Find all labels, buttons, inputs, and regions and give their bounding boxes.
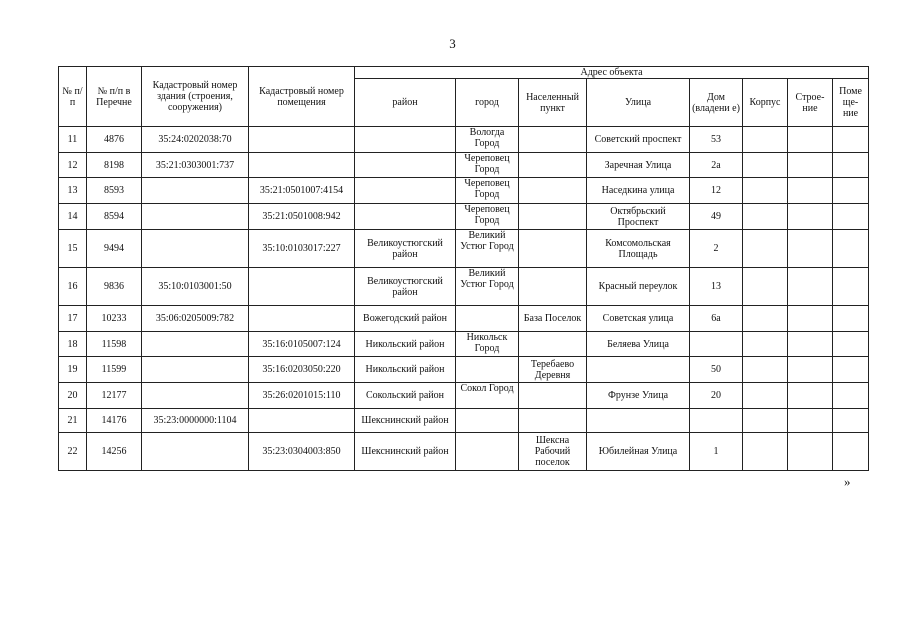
cell-house: 50 bbox=[690, 357, 743, 383]
cell-city: Великий Устюг Город bbox=[456, 230, 519, 268]
cell-house bbox=[690, 409, 743, 433]
cell-num: 22 bbox=[59, 433, 87, 471]
cell-house: 49 bbox=[690, 204, 743, 230]
cell-list-num: 9494 bbox=[87, 230, 142, 268]
cell-list-num: 8594 bbox=[87, 204, 142, 230]
cell-num: 12 bbox=[59, 153, 87, 178]
cell-cadastral-room bbox=[249, 153, 355, 178]
cell-settlement bbox=[519, 268, 587, 306]
cell-district: Великоустюгский район bbox=[355, 230, 456, 268]
cell-cadastral-building: 35:23:0000000:1104 bbox=[142, 409, 249, 433]
cell-settlement bbox=[519, 178, 587, 204]
cell-district: Никольский район bbox=[355, 357, 456, 383]
cell-city bbox=[456, 306, 519, 332]
cell-settlement bbox=[519, 332, 587, 357]
cell-city: Череповец Город bbox=[456, 153, 519, 178]
cell-district: Вожегодский район bbox=[355, 306, 456, 332]
cell-num: 20 bbox=[59, 383, 87, 409]
cell-district: Шекснинский район bbox=[355, 433, 456, 471]
cell-settlement bbox=[519, 153, 587, 178]
cell-cadastral-building bbox=[142, 230, 249, 268]
cell-pomeshchenie bbox=[833, 268, 869, 306]
cell-cadastral-room bbox=[249, 306, 355, 332]
cell-korpus bbox=[743, 332, 788, 357]
cell-house: 2а bbox=[690, 153, 743, 178]
cell-list-num: 12177 bbox=[87, 383, 142, 409]
cell-stroenie bbox=[788, 306, 833, 332]
cell-num: 16 bbox=[59, 268, 87, 306]
cell-district: Никольский район bbox=[355, 332, 456, 357]
cell-settlement bbox=[519, 204, 587, 230]
cell-korpus bbox=[743, 268, 788, 306]
table-row bbox=[59, 306, 869, 332]
cell-list-num: 8198 bbox=[87, 153, 142, 178]
cell-city bbox=[456, 357, 519, 383]
cell-street: Красный переулок bbox=[587, 268, 690, 306]
cell-list-num: 11598 bbox=[87, 332, 142, 357]
table-row bbox=[59, 230, 869, 268]
cell-korpus bbox=[743, 433, 788, 471]
cell-korpus bbox=[743, 409, 788, 433]
cell-pomeshchenie bbox=[833, 433, 869, 471]
table-row bbox=[59, 433, 869, 471]
cell-city: Вологда Город bbox=[456, 127, 519, 153]
cell-cadastral-building bbox=[142, 383, 249, 409]
cell-settlement bbox=[519, 383, 587, 409]
cell-city: Череповец Город bbox=[456, 178, 519, 204]
cell-house: 12 bbox=[690, 178, 743, 204]
page-number: 3 bbox=[449, 36, 456, 51]
header-korpus: Корпус bbox=[743, 79, 788, 127]
header-pomeshchenie: Поме ще- ние bbox=[833, 79, 869, 127]
cell-district bbox=[355, 127, 456, 153]
cell-stroenie bbox=[788, 332, 833, 357]
cell-street bbox=[587, 357, 690, 383]
objects-table bbox=[58, 66, 869, 471]
cell-settlement: Теребаево Деревня bbox=[519, 357, 587, 383]
cell-cadastral-building: 35:06:0205009:782 bbox=[142, 306, 249, 332]
cell-cadastral-room bbox=[249, 409, 355, 433]
cell-cadastral-room: 35:23:0304003:850 bbox=[249, 433, 355, 471]
cell-stroenie bbox=[788, 127, 833, 153]
cell-house: 53 bbox=[690, 127, 743, 153]
header-city: город bbox=[456, 79, 519, 127]
cell-cadastral-room: 35:21:0501008:942 bbox=[249, 204, 355, 230]
cell-city bbox=[456, 433, 519, 471]
cell-stroenie bbox=[788, 383, 833, 409]
cell-stroenie bbox=[788, 178, 833, 204]
cell-list-num: 14176 bbox=[87, 409, 142, 433]
cell-pomeshchenie bbox=[833, 230, 869, 268]
cell-num: 21 bbox=[59, 409, 87, 433]
cell-district bbox=[355, 178, 456, 204]
cell-district bbox=[355, 204, 456, 230]
cell-num: 19 bbox=[59, 357, 87, 383]
closing-quote: » bbox=[844, 474, 851, 489]
cell-house: 2 bbox=[690, 230, 743, 268]
cell-pomeshchenie bbox=[833, 306, 869, 332]
cell-stroenie bbox=[788, 433, 833, 471]
cell-korpus bbox=[743, 230, 788, 268]
cell-street: Комсомольская Площадь bbox=[587, 230, 690, 268]
cell-num: 13 bbox=[59, 178, 87, 204]
cell-city: Череповец Город bbox=[456, 204, 519, 230]
cell-street: Советский проспект bbox=[587, 127, 690, 153]
header-cadastral-building: Кадастровый номер здания (строения, сооружения) bbox=[142, 67, 249, 127]
cell-house bbox=[690, 332, 743, 357]
cell-list-num: 14256 bbox=[87, 433, 142, 471]
cell-list-num: 4876 bbox=[87, 127, 142, 153]
cell-district: Сокольский район bbox=[355, 383, 456, 409]
cell-settlement bbox=[519, 127, 587, 153]
cell-cadastral-room: 35:26:0201015:110 bbox=[249, 383, 355, 409]
table-row bbox=[59, 409, 869, 433]
cell-street: Советская улица bbox=[587, 306, 690, 332]
header-address-group: Адрес объекта bbox=[355, 67, 869, 79]
cell-cadastral-building bbox=[142, 204, 249, 230]
cell-cadastral-building bbox=[142, 357, 249, 383]
header-num: № п/п bbox=[59, 67, 87, 127]
cell-pomeshchenie bbox=[833, 332, 869, 357]
cell-stroenie bbox=[788, 153, 833, 178]
cell-house: 6а bbox=[690, 306, 743, 332]
cell-settlement: Шексна Рабочий поселок bbox=[519, 433, 587, 471]
header-stroenie: Строе- ние bbox=[788, 79, 833, 127]
cell-korpus bbox=[743, 178, 788, 204]
cell-cadastral-room: 35:16:0203050:220 bbox=[249, 357, 355, 383]
cell-list-num: 9836 bbox=[87, 268, 142, 306]
cell-district: Шекснинский район bbox=[355, 409, 456, 433]
cell-list-num: 11599 bbox=[87, 357, 142, 383]
cell-stroenie bbox=[788, 357, 833, 383]
cell-street: Юбилейная Улица bbox=[587, 433, 690, 471]
cell-pomeshchenie bbox=[833, 153, 869, 178]
header-house: Дом (владени е) bbox=[690, 79, 743, 127]
cell-pomeshchenie bbox=[833, 178, 869, 204]
cell-settlement bbox=[519, 409, 587, 433]
cell-pomeshchenie bbox=[833, 127, 869, 153]
cell-pomeshchenie bbox=[833, 409, 869, 433]
cell-city: Никольск Город bbox=[456, 332, 519, 357]
cell-cadastral-room: 35:10:0103017:227 bbox=[249, 230, 355, 268]
cell-street: Наседкина улица bbox=[587, 178, 690, 204]
table-row bbox=[59, 332, 869, 357]
cell-num: 14 bbox=[59, 204, 87, 230]
cell-street: Октябрьский Проспект bbox=[587, 204, 690, 230]
table-row bbox=[59, 268, 869, 306]
cell-stroenie bbox=[788, 268, 833, 306]
cell-cadastral-building bbox=[142, 332, 249, 357]
cell-house: 13 bbox=[690, 268, 743, 306]
cell-cadastral-building: 35:24:0202038:70 bbox=[142, 127, 249, 153]
cell-cadastral-building: 35:10:0103001:50 bbox=[142, 268, 249, 306]
cell-list-num: 8593 bbox=[87, 178, 142, 204]
cell-cadastral-room bbox=[249, 127, 355, 153]
cell-pomeshchenie bbox=[833, 357, 869, 383]
cell-cadastral-room: 35:16:0105007:124 bbox=[249, 332, 355, 357]
header-list-num: № п/п в Перечне bbox=[87, 67, 142, 127]
cell-cadastral-building bbox=[142, 178, 249, 204]
table-row bbox=[59, 357, 869, 383]
cell-cadastral-room bbox=[249, 268, 355, 306]
cell-korpus bbox=[743, 357, 788, 383]
table-row bbox=[59, 153, 869, 178]
cell-settlement bbox=[519, 230, 587, 268]
cell-street bbox=[587, 409, 690, 433]
cell-korpus bbox=[743, 204, 788, 230]
cell-house: 20 bbox=[690, 383, 743, 409]
cell-num: 17 bbox=[59, 306, 87, 332]
cell-korpus bbox=[743, 153, 788, 178]
header-street: Улица bbox=[587, 79, 690, 127]
cell-num: 15 bbox=[59, 230, 87, 268]
cell-num: 11 bbox=[59, 127, 87, 153]
cell-street: Беляева Улица bbox=[587, 332, 690, 357]
header-settlement: Населенный пункт bbox=[519, 79, 587, 127]
cell-cadastral-building bbox=[142, 433, 249, 471]
cell-district: Великоустюгский район bbox=[355, 268, 456, 306]
cell-city: Великий Устюг Город bbox=[456, 268, 519, 306]
cell-district bbox=[355, 153, 456, 178]
cell-korpus bbox=[743, 383, 788, 409]
table-row bbox=[59, 127, 869, 153]
cell-settlement: База Поселок bbox=[519, 306, 587, 332]
table-row bbox=[59, 204, 869, 230]
cell-stroenie bbox=[788, 230, 833, 268]
cell-cadastral-building: 35:21:0303001:737 bbox=[142, 153, 249, 178]
cell-city bbox=[456, 409, 519, 433]
cell-street: Заречная Улица bbox=[587, 153, 690, 178]
cell-list-num: 10233 bbox=[87, 306, 142, 332]
cell-pomeshchenie bbox=[833, 383, 869, 409]
header-cadastral-room: Кадастровый номер помещения bbox=[249, 67, 355, 127]
cell-korpus bbox=[743, 306, 788, 332]
table-row bbox=[59, 383, 869, 409]
cell-pomeshchenie bbox=[833, 204, 869, 230]
header-district: район bbox=[355, 79, 456, 127]
cell-street: Фрунзе Улица bbox=[587, 383, 690, 409]
cell-stroenie bbox=[788, 409, 833, 433]
table-row bbox=[59, 178, 869, 204]
cell-house: 1 bbox=[690, 433, 743, 471]
cell-num: 18 bbox=[59, 332, 87, 357]
cell-stroenie bbox=[788, 204, 833, 230]
cell-cadastral-room: 35:21:0501007:4154 bbox=[249, 178, 355, 204]
cell-korpus bbox=[743, 127, 788, 153]
cell-city: Сокол Город bbox=[456, 383, 519, 409]
